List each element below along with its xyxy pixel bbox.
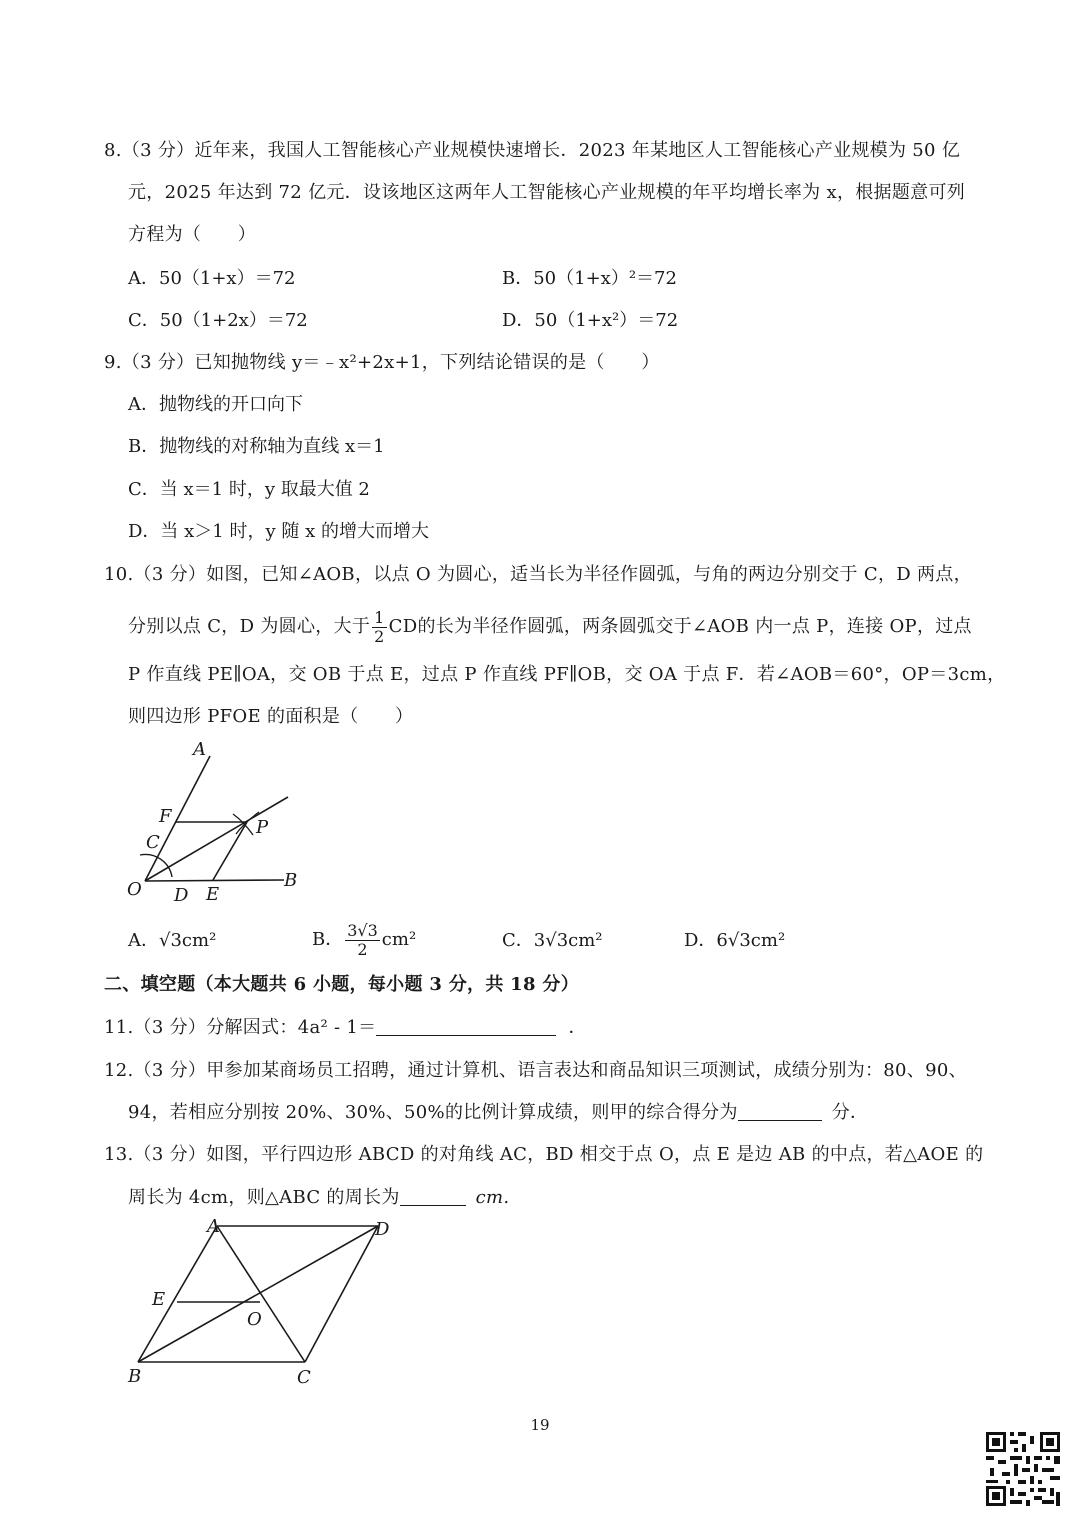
- q10-option-b-label: B．: [312, 929, 344, 950]
- q10-option-b-denominator: 2: [357, 939, 368, 959]
- q10-line-2-post: CD的长为半径作圆弧，两条圆弧交于∠AOB 内一点 P，连接 OP，过点: [388, 616, 972, 637]
- side-ab: [138, 1226, 217, 1362]
- label-d: D: [375, 1219, 390, 1240]
- label-b: B: [128, 1366, 142, 1387]
- label-d: D: [174, 885, 189, 906]
- q10-line-2: [128, 605, 972, 649]
- q9-line-1: 9.（3 分）已知抛物线 y＝﹣x²+2x+1，下列结论错误的是（ ）: [104, 352, 660, 373]
- q13-figure: [120, 1212, 400, 1392]
- q10-line-2-pre: 分别以点 C，D 为圆心，大于: [128, 616, 371, 637]
- q9-option-a: A．抛物线的开口向下: [128, 394, 303, 415]
- q12-unit: 分．: [831, 1102, 869, 1123]
- label-a: A: [207, 1216, 220, 1237]
- q10-line-3: P 作直线 PE∥OA，交 OB 于点 E，过点 P 作直线 PF∥OB，交 OA 于点 F．若∠AOB＝60°，OP＝3cm，: [128, 664, 1006, 685]
- q8-option-a: A．50（1+x）＝72: [128, 268, 296, 289]
- q12-text: 94，若相应分别按 20%、30%、50%的比例计算成绩，则甲的综合得分为: [128, 1102, 738, 1123]
- q10-option-c: C．3√3cm²: [502, 930, 603, 951]
- q9-option-d: D．当 x＞1 时，y 随 x 的增大而增大: [128, 521, 429, 542]
- q8-line-1: 8.（3 分）近年来，我国人工智能核心产业规模快速增长．2023 年某地区人工智能核心产业规模为 50 亿: [104, 140, 961, 161]
- q10-option-d: D．6√3cm²: [684, 930, 786, 951]
- label-a: A: [193, 739, 206, 760]
- page-number: 19: [530, 1416, 550, 1434]
- q9-option-c: C．当 x＝1 时，y 取最大值 2: [128, 479, 370, 500]
- q13-answer-blank[interactable]: [400, 1185, 466, 1206]
- q13-text: 周长为 4cm，则△ABC 的周长为: [128, 1187, 400, 1208]
- q8-line-3: 方程为（ ）: [128, 224, 257, 245]
- label-b: B: [284, 870, 298, 891]
- q11-text: 11.（3 分）分解因式：4a² - 1＝: [104, 1017, 377, 1038]
- q10-option-b-fraction: [345, 922, 380, 959]
- ray-ob: [145, 880, 284, 881]
- q11-line: [104, 1015, 587, 1041]
- diagonal-ac: [217, 1226, 305, 1362]
- q10-line-1: 10.（3 分）如图，已知∠AOB，以点 O 为圆心，适当长为半径作圆弧，与角的两边分别交于 C，D 两点，: [104, 564, 972, 585]
- label-c: C: [146, 832, 160, 853]
- q13-line-2: [128, 1185, 509, 1211]
- arc-p1: [233, 814, 253, 835]
- q10-figure: [120, 734, 320, 910]
- q11-end: ．: [568, 1017, 587, 1038]
- q12-line-2: [128, 1100, 868, 1126]
- q12-answer-blank[interactable]: [738, 1100, 822, 1121]
- q8-option-d: D．50（1+x²）＝72: [502, 310, 679, 331]
- q8-option-c: C．50（1+2x）＝72: [128, 310, 308, 331]
- q9-option-b: B．抛物线的对称轴为直线 x＝1: [128, 436, 385, 457]
- q10-option-b-unit: cm²: [381, 929, 417, 950]
- label-p: P: [256, 817, 269, 838]
- q12-line-1: 12.（3 分）甲参加某商场员工招聘，通过计算机、语言表达和商品知识三项测试，成绩分别为：80、90、: [104, 1060, 967, 1081]
- label-f: F: [159, 806, 172, 827]
- q10-option-b: [312, 914, 416, 966]
- q11-answer-blank[interactable]: [376, 1015, 556, 1036]
- q10-fraction-numerator: 1: [374, 607, 385, 627]
- q10-option-a: A．√3cm²: [128, 930, 217, 951]
- q13-unit: cm.: [475, 1187, 510, 1208]
- label-o: O: [127, 879, 142, 900]
- q13-line-1: 13.（3 分）如图，平行四边形 ABCD 的对角线 AC，BD 相交于点 O，点 E 是边 AB 的中点，若△AOE 的: [104, 1144, 984, 1165]
- q8-line-2: 元，2025 年达到 72 亿元．设该地区这两年人工智能核心产业规模的年平均增长率为 x，根据题意可列: [128, 182, 966, 203]
- label-e: E: [206, 884, 220, 905]
- label-c: C: [297, 1367, 311, 1388]
- q10-fraction-denominator: 2: [374, 626, 385, 646]
- q10-line-4: 则四边形 PFOE 的面积是（ ）: [128, 706, 414, 727]
- label-o: O: [247, 1309, 262, 1330]
- q8-option-b: B．50（1+x）²＝72: [502, 268, 677, 289]
- qr-code-icon: [984, 1430, 1062, 1508]
- q10-fraction: [372, 609, 386, 646]
- q10-option-b-numerator: 3√3: [347, 920, 378, 940]
- label-e: E: [152, 1289, 166, 1310]
- section-heading: 二、填空题（本大题共 6 小题，每小题 3 分，共 18 分）: [104, 974, 579, 995]
